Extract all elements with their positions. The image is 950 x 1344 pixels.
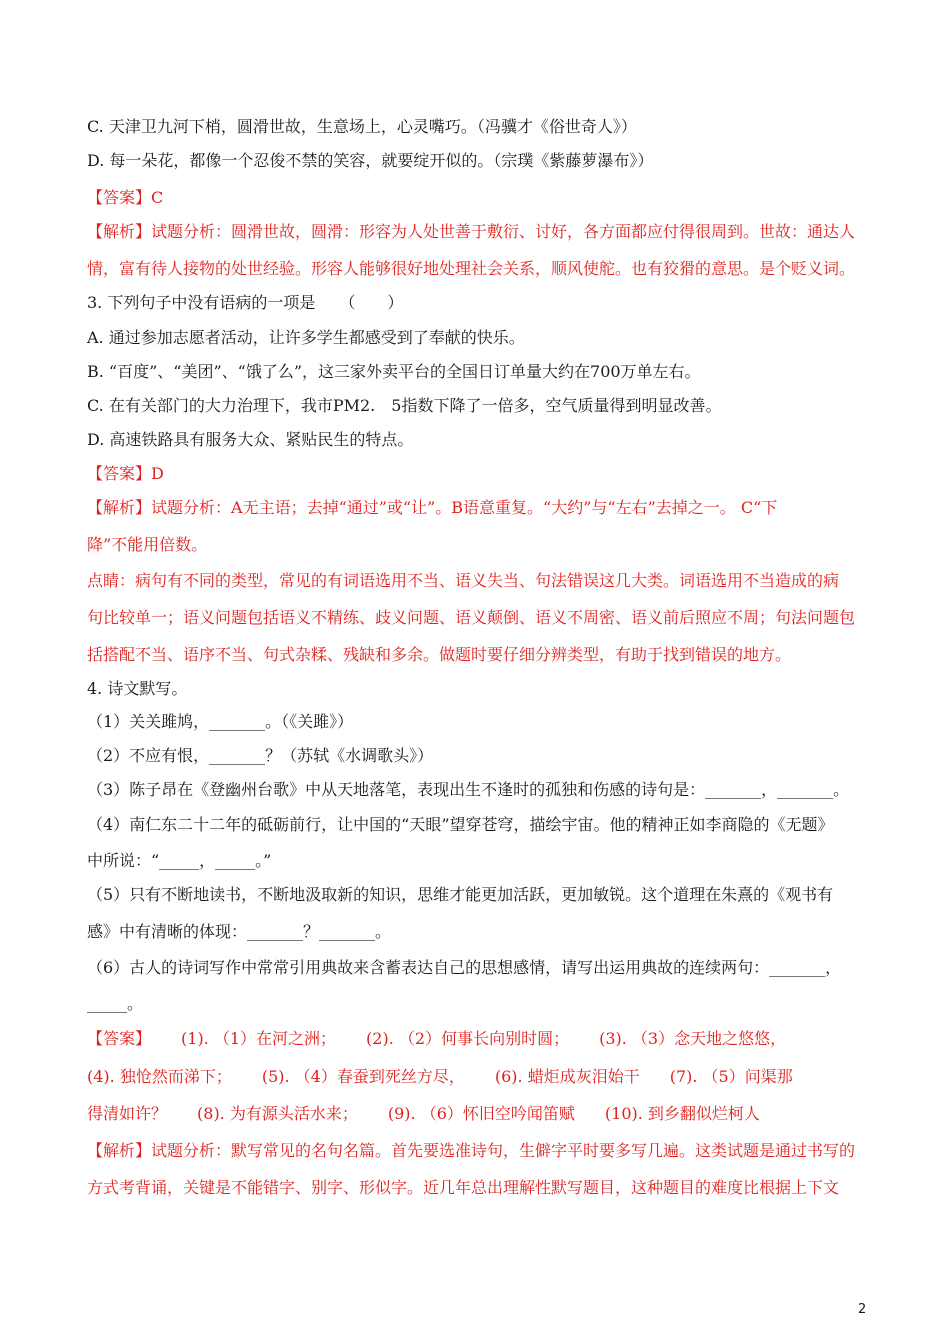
q2-option-d: D. 每一朵花，都像一个忍俊不禁的笑容，就要绽开似的。（宗璞《紫藤萝瀑布》） [87,151,654,170]
q4-answer-row-2 [87,1066,877,1088]
q2-analysis-line-1 [87,221,877,243]
q3-option-b: B. “百度”、“美团”、“饿了么”，这三家外卖平台的全国日订单量大约在700万单左右。 [87,362,701,381]
q4-answer-row-1 [87,1028,877,1050]
q4-analysis-line-2: 方式考背诵，关键是不能错字、别字、形似字。近几年总出理解性默写题目，这种题目的难度比根据上下文 [87,1178,840,1197]
q4-item-6-line-2: _____。 [87,994,144,1013]
answer-value: C [151,188,164,207]
answer-item: 得清如许？ [87,1104,168,1123]
q4-item-4-line-2: 中所说：“_____，_____。” [87,851,272,870]
q4-stem: 4. 诗文默写。 [87,679,188,698]
q4-item-1: （1）关关雎鸠，_______。（《关雎》） [87,712,354,731]
analysis-label: 【解析】 [87,498,152,517]
q3-tip-line-1: 点睛：病句有不同的类型，常见的有词语选用不当、语义失当、句法错误这几大类。词语选用不当造成的病 [87,571,840,590]
analysis-text: 试题分析：圆滑世故，圆滑：形容为人处世善于敷衍、讨好，各方面都应付得很周到。世故：通达人 [151,222,856,241]
q4-item-4-line-1: （4）南仁东二十二年的砥砺前行，让中国的“天眼”望穿苍穹，描绘宇宙。他的精神正如李商隐的《无题》 [87,815,834,834]
q4-item-5-line-1: （5）只有不断地读书，不断地汲取新的知识，思维才能更加活跃，更加敏锐。这个道理在朱熹的《观书有 [87,885,834,904]
q3-answer [87,463,877,485]
q4-analysis-line-1 [87,1140,877,1162]
answer-item: (3). （3）念天地之悠悠， [599,1029,787,1048]
answer-item: (4). 独怆然而涕下； [87,1067,232,1086]
page-number: 2 [858,1302,867,1317]
analysis-label: 【解析】 [87,222,152,241]
answer-item: (10). 到乡翻似烂柯人 [604,1104,760,1123]
answer-item: (1). （1）在河之洲； [181,1029,337,1048]
answer-item: (8). 为有源头活水来； [197,1104,358,1123]
q2-option-c: C. 天津卫九河下梢，圆滑世故，生意场上，心灵嘴巧。（冯骥才《俗世奇人》） [87,117,637,136]
answer-item: (5). （4）春蚕到死丝方尽， [261,1067,465,1086]
q3-tip-line-3: 括搭配不当、语序不当、句式杂糅、残缺和多余。做题时要仔细分辨类型，有助于找到错误的地方。 [87,645,792,664]
answer-item: (9). （6）怀旧空吟闻笛赋 [387,1104,575,1123]
analysis-label: 【解析】 [87,1141,152,1160]
q3-stem: 3. 下列句子中没有语病的一项是 （ ） [87,293,404,312]
answer-label: 【答案】 [87,1029,152,1048]
answer-label: 【答案】 [87,464,152,483]
answer-item: (2). （2）何事长向别时圆； [366,1029,570,1048]
q3-option-d: D. 高速铁路具有服务大众、紧贴民生的特点。 [87,430,414,449]
answer-label: 【答案】 [87,188,152,207]
q4-item-5-line-2: 感》中有清晰的体现：_______？_______。 [87,922,392,941]
q3-option-c: C. 在有关部门的大力治理下，我市PM2. 5指数下降了一倍多，空气质量得到明显改善。 [87,396,722,415]
answer-item: (7). （5）问渠那 [669,1067,793,1086]
q2-answer [87,187,877,209]
answer-item: (6). 蜡炬成灰泪始干 [494,1067,640,1086]
q2-analysis-line-2: 情，富有待人接物的处世经验。形容人能够很好地处理社会关系，顺风使舵。也有狡猾的意思。是个贬义词。 [87,259,856,278]
q3-analysis-line-1 [87,497,877,519]
answer-value: D [151,464,164,483]
q3-option-a: A. 通过参加志愿者活动，让许多学生都感受到了奉献的快乐。 [87,328,525,347]
q4-answer-row-3 [87,1103,877,1125]
q3-tip-line-2: 句比较单一；语义问题包括语义不精练、歧义问题、语义颠倒、语义不周密、语义前后照应不周；句法问题包 [87,608,856,627]
q4-item-2: （2）不应有恨，_______？（苏轼《水调歌头》） [87,746,434,765]
q4-item-6-line-1: （6）古人的诗词写作中常常引用典故来含蓄表达自己的思想感情，请写出运用典故的连续两句：_______， [87,958,842,977]
analysis-text: 试题分析：默写常见的名句名篇。首先要选准诗句，生僻字平时要多写几遍。这类试题是通过书写的 [151,1141,856,1160]
q4-item-3: （3）陈子昂在《登幽州台歌》中从天地落笔，表现出生不逢时的孤独和伤感的诗句是：_______，_______。 [87,780,850,799]
analysis-text: 试题分析：A无主语；去掉“通过”或“让”。B语意重复。“大约”与“左右”去掉之一。 C“下 [151,498,778,517]
q3-analysis-line-2: 降”不能用倍数。 [87,535,208,554]
